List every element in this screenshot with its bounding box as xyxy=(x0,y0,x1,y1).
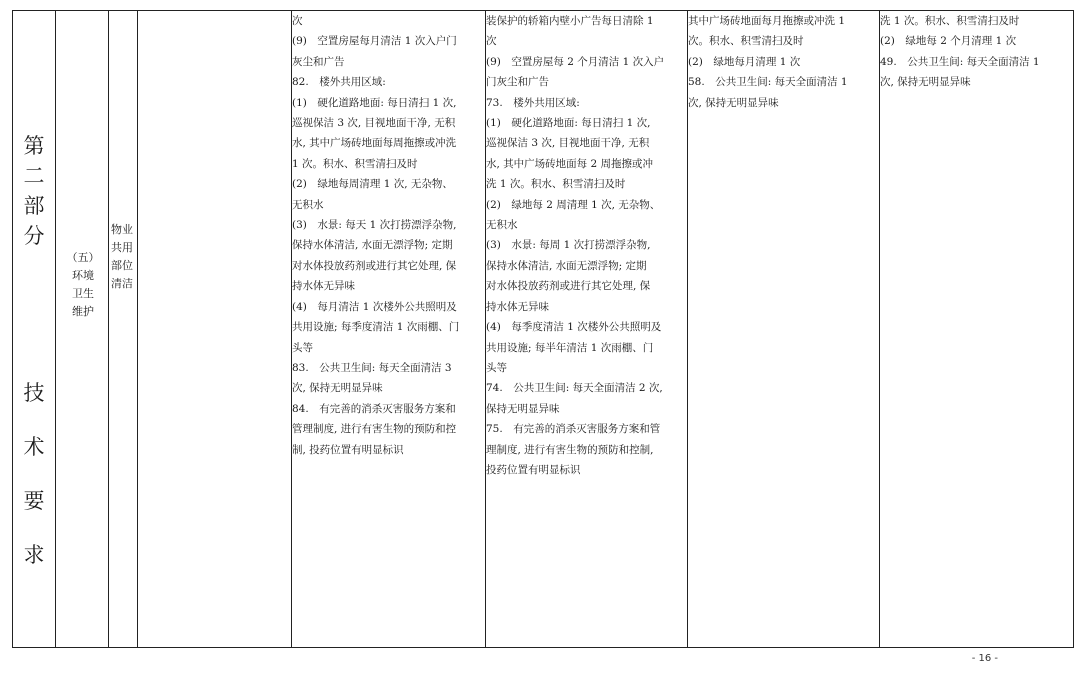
tier-text-line: (1) 硬化道路地面: 每日清扫 1 次, xyxy=(292,96,457,109)
tier-text-line: (2) 绿地每 2 周清理 1 次, 无杂物、 xyxy=(486,198,661,211)
tier-text-line: 次。积水、积雪清扫及时 xyxy=(688,35,804,48)
spec-row xyxy=(13,11,1074,648)
part-char: 技 xyxy=(23,381,45,405)
part-char: 部 xyxy=(23,194,45,218)
tier-text-line: 洗 1 次。积水、积雪清扫及时 xyxy=(880,15,1020,27)
tier-text-line: 无积水 xyxy=(292,198,324,211)
section-line: 卫生 xyxy=(72,287,94,300)
tier-text-line: (2) 绿地每月清理 1 次 xyxy=(688,55,801,68)
section-line: 维护 xyxy=(72,305,94,318)
tier-text-line: 共用设施; 每季度清洁 1 次雨棚、门 xyxy=(292,321,460,334)
tier-text-line: (1) 硬化道路地面: 每日清扫 1 次, xyxy=(486,117,651,130)
tier-text-line: 制, 投药位置有明显标识 xyxy=(292,443,404,456)
part-char: 第 xyxy=(23,134,45,158)
tier-text-line: 头等 xyxy=(292,341,313,354)
part-char: 术 xyxy=(23,435,45,459)
tier-text-line: 头等 xyxy=(486,361,507,374)
subsection-label xyxy=(111,221,137,293)
subsection-line: 清洁 xyxy=(111,277,133,290)
part-char: 求 xyxy=(23,543,45,567)
tier-text-line: 洗 1 次。积水、积雪清扫及时 xyxy=(486,178,626,191)
tier-text-line: (3) 水景: 每天 1 次打捞漂浮杂物, xyxy=(292,219,457,232)
subsection-cell xyxy=(109,11,138,648)
tier-text-line: 74. 公共卫生间: 每天全面清洁 2 次, xyxy=(486,382,663,395)
tier-text-line: 75. 有完善的消杀灭害服务方案和管 xyxy=(486,423,661,436)
tier-text-line: 持水体无异味 xyxy=(486,300,549,313)
tier-text-line: (2) 绿地每周清理 1 次, 无杂物、 xyxy=(292,178,453,191)
tier-text-line: (2) 绿地每 2 个月清理 1 次 xyxy=(880,35,1017,48)
tier-text-line: 保持无明显异味 xyxy=(486,402,560,415)
tier-text-line: 保持水体清洁, 水面无漂浮物; 定期 xyxy=(292,239,453,252)
tier-4-cell xyxy=(880,11,1074,648)
section-line: 环境 xyxy=(72,269,94,282)
tier-text-line: 投药位置有明显标识 xyxy=(486,463,581,476)
subsection-line: 共用 xyxy=(111,241,133,254)
tier-text-line: 共用设施; 每半年清洁 1 次雨棚、门 xyxy=(486,341,654,354)
subsection-line: 部位 xyxy=(111,259,133,272)
tier-text-line: 门灰尘和广告 xyxy=(486,76,549,89)
blank-cell xyxy=(138,11,292,648)
tier-text-line: 无积水 xyxy=(486,219,518,232)
tier-1-cell xyxy=(292,11,486,648)
tier-text-line: 83. 公共卫生间: 每天全面清洁 3 xyxy=(292,361,452,374)
tier-text-line: (9) 空置房屋每 2 个月清洁 1 次入户 xyxy=(486,55,665,68)
tier-text-line: 水, 其中广场砖地面每 2 周拖擦或冲 xyxy=(486,157,654,170)
tier-text-line: 水, 其中广场砖地面每周拖擦或冲洗 xyxy=(292,137,457,150)
tier-text-line: 次, 保持无明显异味 xyxy=(292,382,383,395)
tier-text-line: 对水体投放药剂或进行其它处理, 保 xyxy=(292,259,457,272)
tier-text-line: 保持水体清洁, 水面无漂浮物; 定期 xyxy=(486,259,647,272)
part-heading-cell xyxy=(13,11,56,648)
tier-text-line: 73. 楼外共用区域: xyxy=(486,96,580,109)
page-number: - 16 - xyxy=(971,653,998,664)
tier-text-line: 次, 保持无明显异味 xyxy=(688,96,779,109)
part-number-label xyxy=(13,131,55,251)
tier-text-line: 次 xyxy=(486,35,497,48)
tier-text-line: 82. 楼外共用区域: xyxy=(292,76,386,89)
tier-text-line: 49. 公共卫生间: 每天全面清洁 1 xyxy=(880,55,1040,68)
spec-table xyxy=(12,10,1074,648)
section-line: （五） xyxy=(66,251,100,264)
tier-text-line: 理制度, 进行有害生物的预防和控制, xyxy=(486,443,654,456)
tier-text-line: 巡视保洁 3 次, 目视地面干净, 无积 xyxy=(292,117,456,130)
tier-text-line: (4) 每季度清洁 1 次楼外公共照明及 xyxy=(486,321,662,334)
tier-text-line: (4) 每月清洁 1 次楼外公共照明及 xyxy=(292,300,457,313)
subsection-line: 物业 xyxy=(111,223,133,236)
section-label xyxy=(60,249,106,321)
tier-text-line: 巡视保洁 3 次, 目视地面干净, 无积 xyxy=(486,137,650,150)
tier-text-line: 灰尘和广告 xyxy=(292,55,345,68)
tier-text-line: 84. 有完善的消杀灭害服务方案和 xyxy=(292,402,456,415)
section-cell xyxy=(56,11,109,648)
tier-text-line: 装保护的轿箱内壁小广告每日清除 1 xyxy=(486,15,654,27)
tier-text-line: 58. 公共卫生间: 每天全面清洁 1 xyxy=(688,76,848,89)
tier-3-cell xyxy=(688,11,880,648)
tier-2-cell xyxy=(486,11,688,648)
part-char: 要 xyxy=(23,489,45,513)
part-title-label xyxy=(13,366,55,582)
tier-text-line: 1 次。积水、积雪清扫及时 xyxy=(292,157,418,170)
tier-text-line: (3) 水景: 每周 1 次打捞漂浮杂物, xyxy=(486,239,651,252)
part-char: 二 xyxy=(23,164,45,188)
tier-text-line: 持水体无异味 xyxy=(292,280,355,293)
tier-text-line: 次, 保持无明显异味 xyxy=(880,76,971,89)
tier-text-line: 对水体投放药剂或进行其它处理, 保 xyxy=(486,280,651,293)
tier-text-line: 次 xyxy=(292,15,303,27)
tier-text-line: 管理制度, 进行有害生物的预防和控 xyxy=(292,423,457,436)
tier-text-line: (9) 空置房屋每月清洁 1 次入户门 xyxy=(292,35,457,48)
part-char: 分 xyxy=(23,224,45,248)
tier-text-line: 其中广场砖地面每月拖擦或冲洗 1 xyxy=(688,15,846,27)
